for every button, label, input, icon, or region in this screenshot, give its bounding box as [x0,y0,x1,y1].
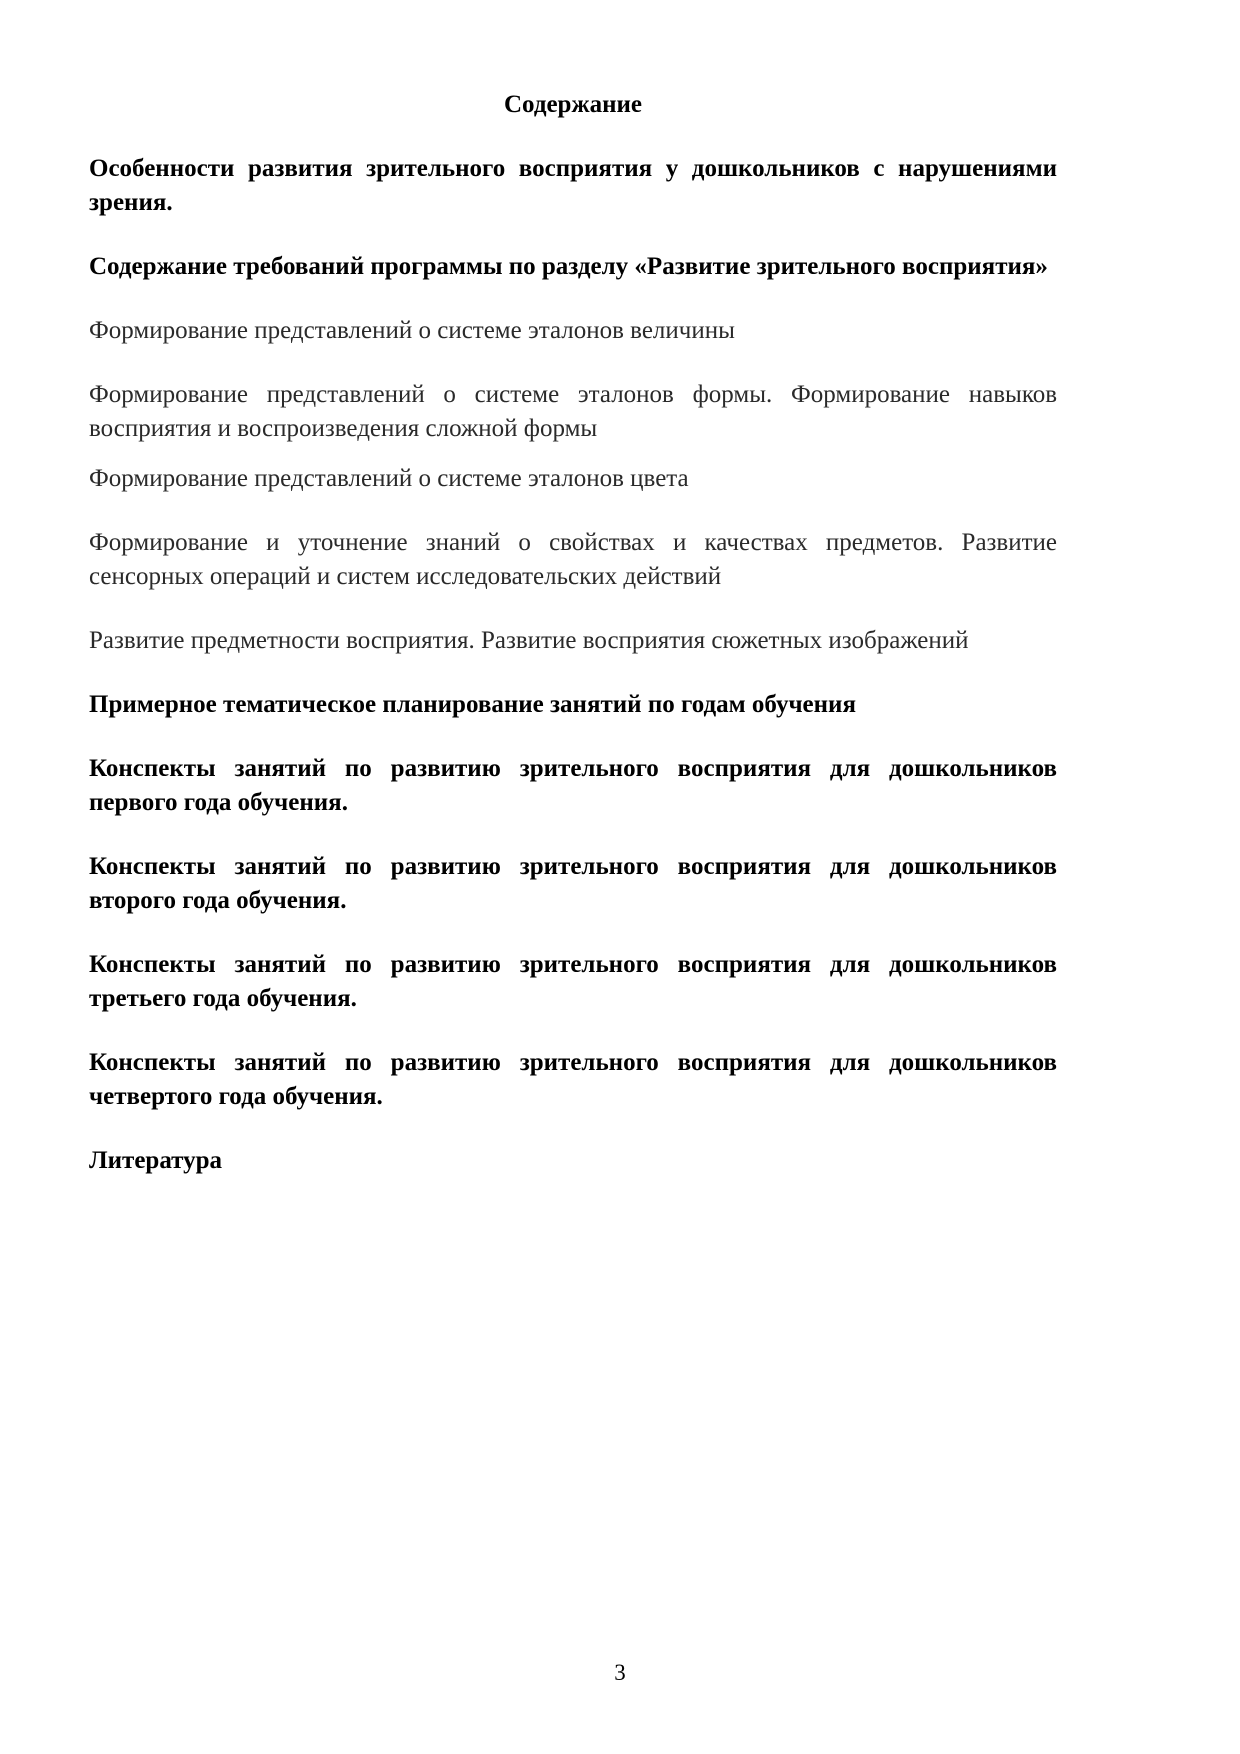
toc-entry-5: Формирование представлений о системе эталонов цвета [89,465,689,492]
toc-entry-4: Формирование представлений о системе эталонов формы. Формирование навыков восприятия и воспроизведения сложной формы [89,381,1057,442]
page-number: 3 [614,1660,626,1685]
toc-entry-10: Конспекты занятий по развитию зрительного восприятия для дошкольников второго года обучения. [89,853,1057,914]
toc-entry-3: Формирование представлений о системе эталонов величины [89,317,735,344]
toc-entry-9: Конспекты занятий по развитию зрительного восприятия для дошкольников первого года обучения. [89,755,1057,816]
toc-entry-2: Содержание требований программы по разделу «Развитие зрительного восприятия» [89,253,1048,280]
toc-entry-6: Формирование и уточнение знаний о свойствах и качествах предметов. Развитие сенсорных операций и систем исследовательских действий [89,529,1057,590]
toc-entry-1: Особенности развития зрительного восприятия у дошкольников с нарушениями зрения. [89,155,1057,216]
toc-entry-7: Развитие предметности восприятия. Развитие восприятия сюжетных изображений [89,627,969,654]
page-title: Содержание [503,91,642,118]
toc-entry-12: Конспекты занятий по развитию зрительного восприятия для дошкольников четвертого года обучения. [89,1049,1057,1110]
toc-entry-11: Конспекты занятий по развитию зрительного восприятия для дошкольников третьего года обучения. [89,951,1057,1012]
table-of-contents [89,88,1057,1178]
toc-entry-8: Примерное тематическое планирование занятий по годам обучения [89,691,856,718]
toc-entry-13: Литература [89,1147,223,1174]
